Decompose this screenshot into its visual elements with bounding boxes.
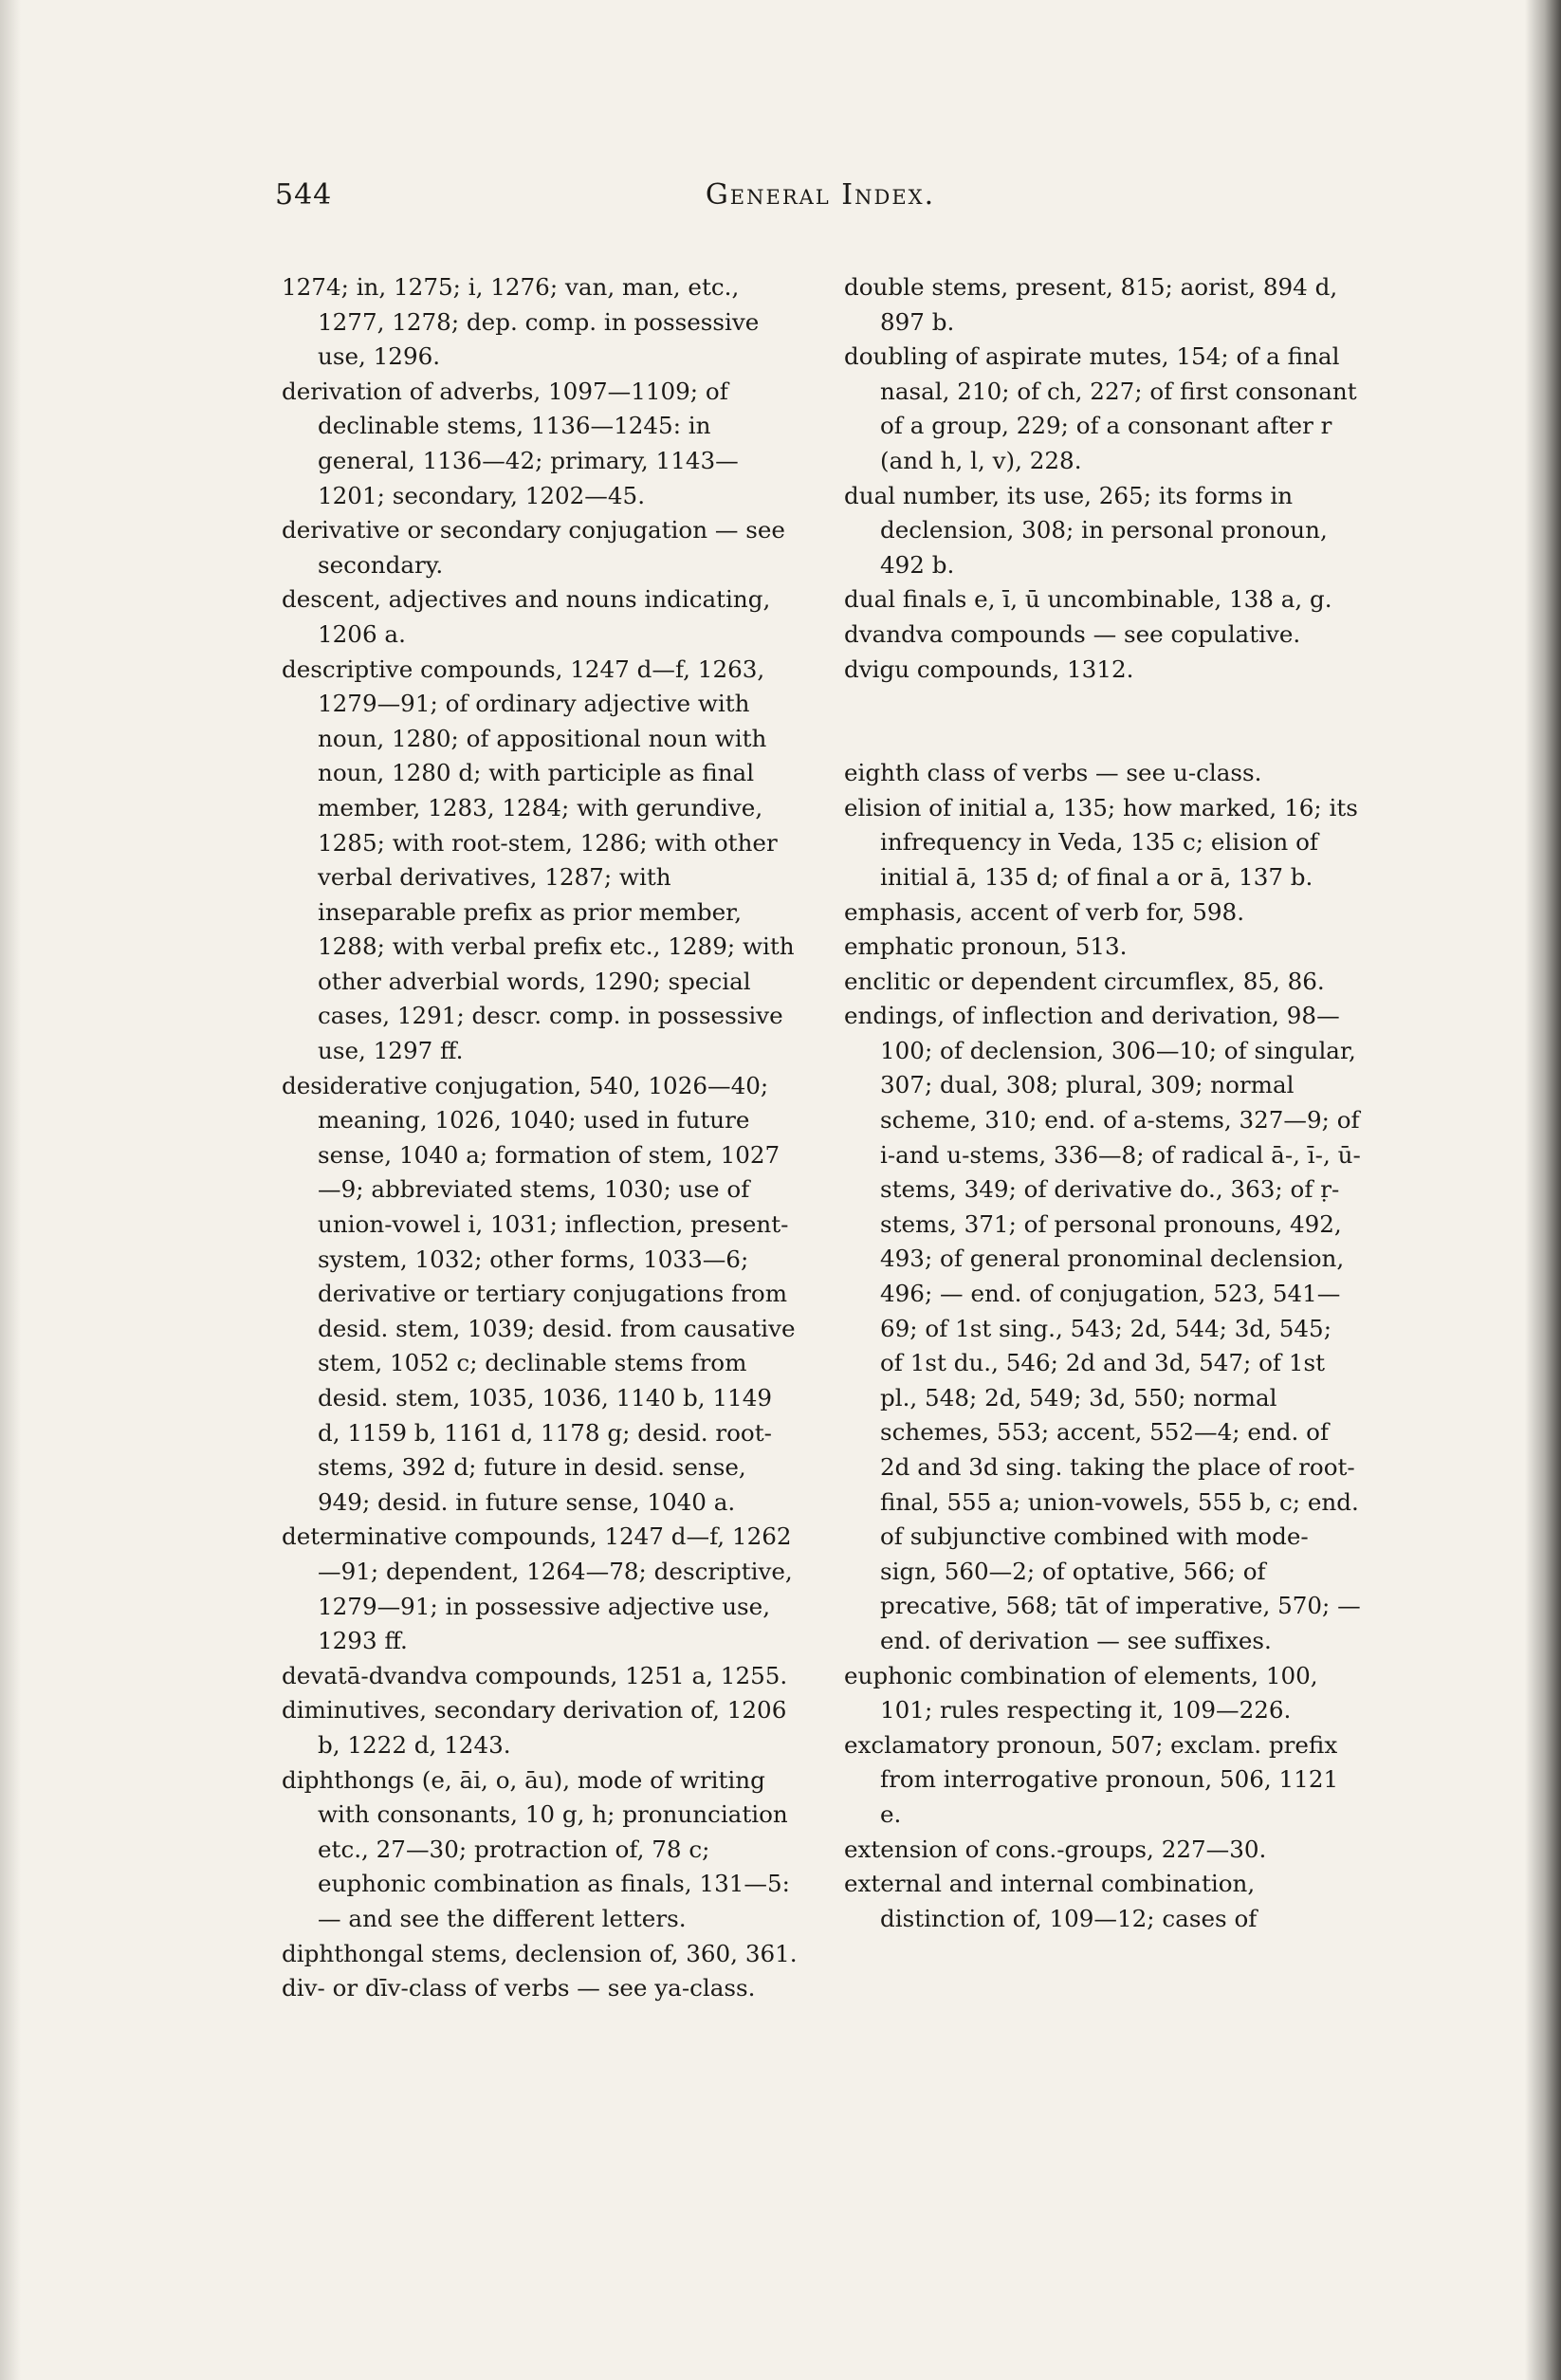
index-entry: double stems, present, 815; aorist, 894 d, 897 b. xyxy=(844,273,1338,336)
index-entry: diminutives, secondary derivation of, 1206 b, 1222 d, 1243. xyxy=(282,1696,787,1759)
page-edge-shadow-left xyxy=(0,0,21,2380)
index-entry: doubling of aspirate mutes, 154; of a final nasal, 210; of ch, 227; of first consonant of a group, 229; of a consonant after r (and h, l, v), 228. xyxy=(844,342,1357,474)
index-entry: dvigu compounds, 1312. xyxy=(844,655,1134,683)
page-edge-shadow-right xyxy=(1525,0,1561,2380)
index-entry: enclitic or dependent circumflex, 85, 86. xyxy=(844,967,1325,995)
page-header xyxy=(275,178,1366,226)
index-entry: desiderative conjugation, 540, 1026—40; meaning, 1026, 1040; used in future sense, 1040 a; formation of stem, 1027—9; abbreviated stems, 1030; use of union-vowel i, 1031; inflection, present-system, 1032; other forms, 1033—6; derivative or tertiary conjugations from desid. stem, 1039; desid. from causative stem, 1052 c; declinable stems from desid. stem, 1035, 1036, 1140 b, 1149 d, 1159 b, 1161 d, 1178 g; desid. root-stems, 392 d; future in desid. sense, 949; desid. in future sense, 1040 a. xyxy=(282,1071,796,1516)
page-number: 544 xyxy=(275,178,333,212)
index-entry: descriptive compounds, 1247 d—f, 1263, 1279—91; of ordinary adjective with noun, 1280; of appositional noun with noun, 1280 d; with participle as final member, 1283, 1284; with gerundive, 1285; with root-stem, 1286; with other verbal derivatives, 1287; with inseparable prefix as prior member, 1288; with verbal prefix etc., 1289; with other adverbial words, 1290; special cases, 1291; descr. comp. in possessive use, 1297 ff. xyxy=(282,655,795,1065)
index-entry: emphatic pronoun, 513. xyxy=(844,932,1128,961)
index-entry: 1274; in, 1275; i, 1276; van, man, etc., 1277, 1278; dep. comp. in possessive use, 1296. xyxy=(282,273,760,371)
index-entry: determinative compounds, 1247 d—f, 1262—91; dependent, 1264—78; descriptive, 1279—91; in possessive adjective use, 1293 ff. xyxy=(282,1522,793,1655)
index-entry: derivation of adverbs, 1097—1109; of declinable stems, 1136—1245: in general, 1136—42; primary, 1143—1201; secondary, 1202—45. xyxy=(282,377,739,509)
index-entry: euphonic combination of elements, 100, 101; rules respecting it, 109—226. xyxy=(844,1661,1318,1725)
index-entry: dvandva compounds — see copulative. xyxy=(844,619,1301,648)
index-entry: elision of initial a, 135; how marked, 16; its infrequency in Veda, 135 c; elision of initial ā, 135 d; of final a or ā, 137 b. xyxy=(844,793,1358,891)
index-entry: descent, adjectives and nouns indicating, 1206 a. xyxy=(282,585,771,648)
running-title: General Index. xyxy=(705,178,936,212)
index-entry: diphthongal stems, declension of, 360, 361. xyxy=(282,1939,798,1967)
index-column-right xyxy=(844,270,1361,1936)
index-entry: dual finals e, ī, ū uncombinable, 138 a, g. xyxy=(844,585,1332,614)
index-entry: eighth class of verbs — see u-class. xyxy=(844,759,1262,787)
index-entry: emphasis, accent of verb for, 598. xyxy=(844,897,1245,926)
index-entry: dual number, its use, 265; its forms in declension, 308; in personal pronoun, 492 b. xyxy=(844,481,1328,579)
index-entry: exclamatory pronoun, 507; exclam. prefix from interrogative pronoun, 506, 1121 e. xyxy=(844,1730,1339,1828)
index-entry: diphthongs (e, āi, o, āu), mode of writing with consonants, 10 g, h; pronunciation etc., 27—30; protraction of, 78 c; euphonic combination as finals, 131—5: — and see the different letters. xyxy=(282,1765,790,1932)
index-entry: external and internal combination, distinction of, 109—12; cases of xyxy=(844,1870,1258,1932)
index-column-left xyxy=(282,270,799,2006)
index-entry: div- or dīv-class of verbs — see ya-class. xyxy=(282,1974,756,2002)
index-entry: derivative or secondary conjugation — see secondary. xyxy=(282,516,785,579)
index-entry: devatā-dvandva compounds, 1251 a, 1255. xyxy=(282,1661,788,1689)
index-entry: endings, of inflection and derivation, 98—100; of declension, 306—10; of singular, 307; dual, 308; plural, 309; normal scheme, 310; end. of a-stems, 327—9; of i-and u-stems, 336—8; of radical ā-, ī-, ū-stems, 349; of derivative do., 363; of ṛ-stems, 371; of personal pronouns, 492, 493; of general pronominal declension, 496; — end. of conjugation, 523, 541—69; of 1st sing., 543; 2d, 544; 3d, 545; of 1st du., 546; 2d and 3d, 547; of 1st pl., 548; 2d, 549; 3d, 550; normal schemes, 553; accent, 552—4; end. of 2d and 3d sing. taking the place of root-final, 555 a; union-vowels, 555 b, c; end. of subjunctive combined with mode-sign, 560—2; of optative, 566; of precative, 568; tāt of imperative, 570; — end. of derivation — see suffixes. xyxy=(844,1002,1361,1654)
letter-section-gap xyxy=(844,687,1361,756)
index-entry: extension of cons.-groups, 227—30. xyxy=(844,1835,1267,1863)
